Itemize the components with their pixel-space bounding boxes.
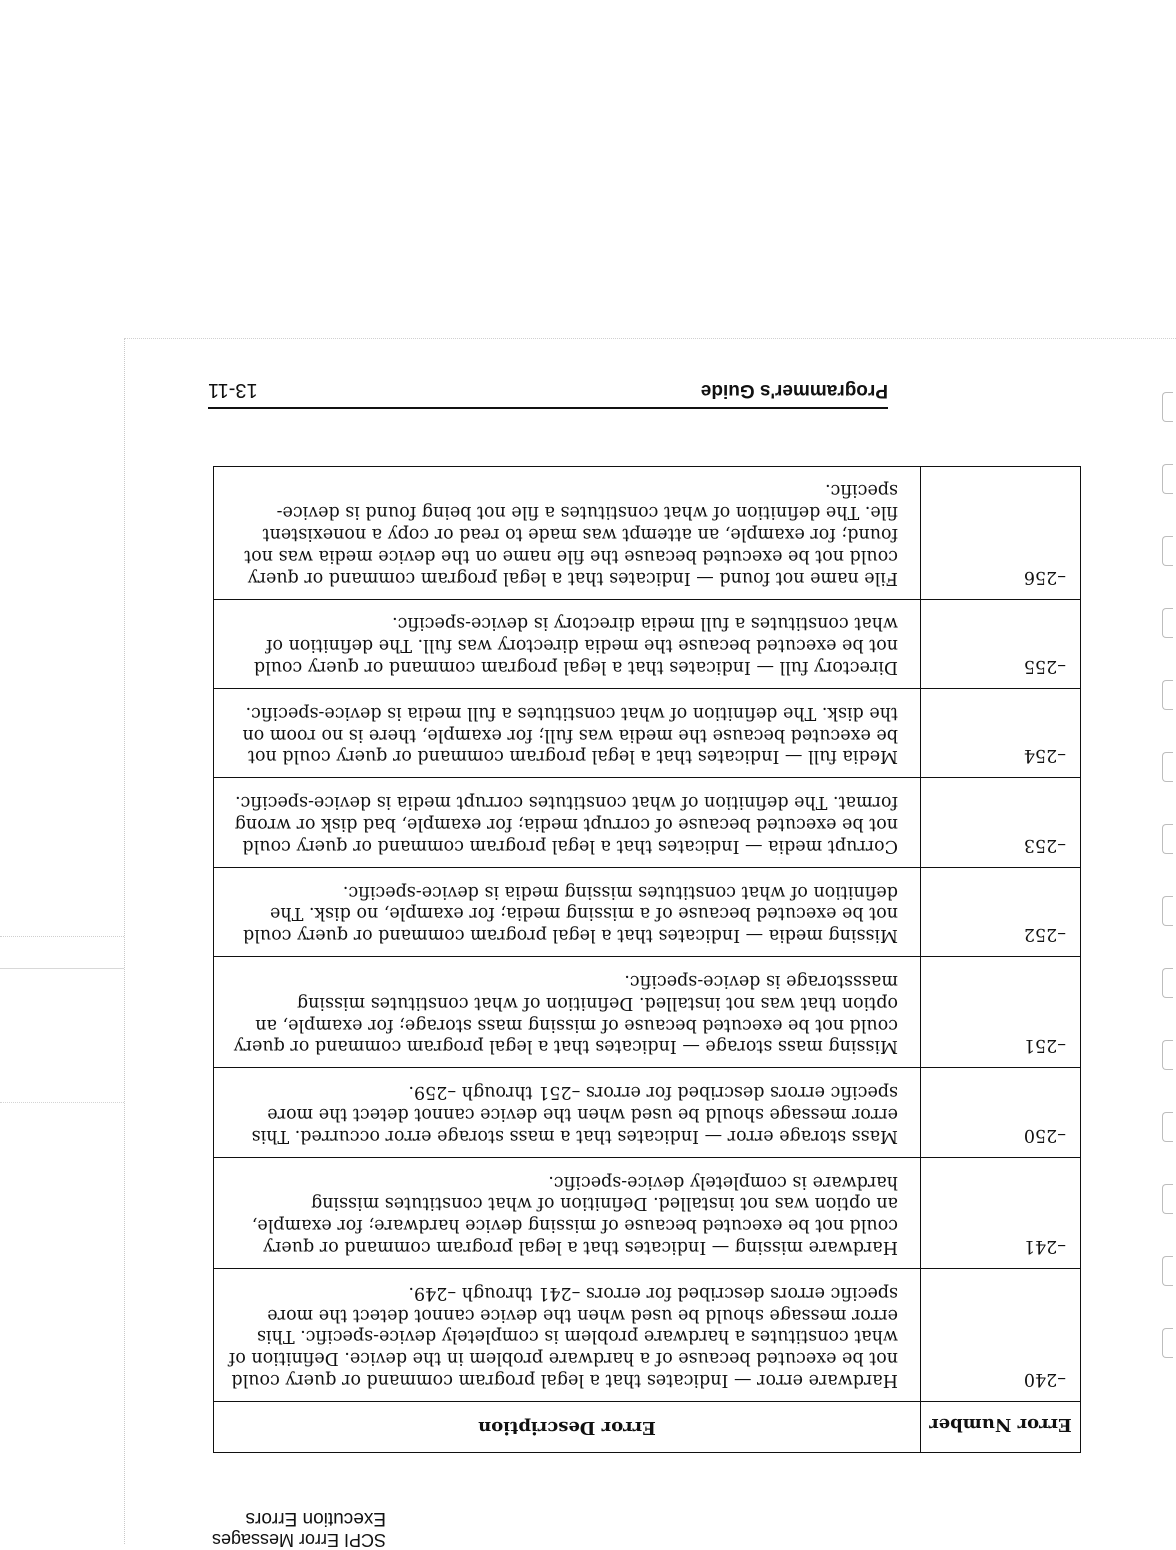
running-header [86, 1508, 386, 1550]
column-header-error-description: Error Description [214, 1402, 921, 1453]
table-row [214, 1269, 1081, 1402]
table-row [214, 1068, 1081, 1157]
table-row [214, 599, 1081, 688]
error-number: –250 [921, 1068, 1081, 1157]
table-row [214, 1157, 1081, 1268]
table-row [214, 867, 1081, 956]
running-footer [208, 379, 888, 409]
error-number: –253 [921, 778, 1081, 867]
footer-guide-title: Programmer's Guide [700, 380, 888, 401]
error-number: –240 [921, 1269, 1081, 1402]
error-description: Media full — Indicates that a legal program command or query could not be executed because the media was full; for example, there is no room on the disk. The definition of what constitutes a full media is device-specific. [214, 689, 921, 778]
error-description: File name not found — Indicates that a legal program command or query could not be executed because the file name on the device media was not found; for example, an attempt was made to read or copy a nonexistent file. The definition of what constitutes a file not being found is device-specific. [214, 466, 921, 599]
table-row [214, 466, 1081, 599]
table-row [214, 778, 1081, 867]
error-description: Missing mass storage — Indicates that a legal program command or query could not be executed because of missing mass storage; for example, an option that was not installed. Definition of what constitutes missing massstorage is device-specific. [214, 957, 921, 1068]
error-number: –255 [921, 599, 1081, 688]
error-number: –252 [921, 867, 1081, 956]
error-table [213, 466, 1081, 1453]
error-description: Missing media — Indicates that a legal program command or query could not be executed because of a missing media; for example, no disk. The definition of what constitutes missing media is device-specific. [214, 867, 921, 956]
column-header-error-number: Error Number [921, 1402, 1081, 1453]
error-number: –256 [921, 466, 1081, 599]
table-row [214, 689, 1081, 778]
error-description: Hardware missing — Indicates that a legal program command or query could not be executed because of missing device hardware; for example, an option was not installed. Definition of what constitutes missing hardware is completely device-specific. [214, 1157, 921, 1268]
error-description: Mass storage error — Indicates that a mass storage error occurred. This error message should be used when the device cannot detect the more specific errors described for errors –251 through –259. [214, 1068, 921, 1157]
error-number: –241 [921, 1157, 1081, 1268]
header-subsection-title: Execution Errors [245, 1508, 386, 1529]
footer-page-number: 13-11 [208, 379, 258, 401]
error-number: –251 [921, 957, 1081, 1068]
error-number: –254 [921, 689, 1081, 778]
table-row [214, 957, 1081, 1068]
table-header-row [214, 1402, 1081, 1453]
error-description: Hardware error — Indicates that a legal program command or query could not be executed because of a hardware problem in the device. Definition of what constitutes a hardware problem is completely device-specific. This error message should be used when the device cannot detect the more specific errors described for errors –241 through –249. [214, 1269, 921, 1402]
header-section-title: SCPI Error Messages [211, 1530, 386, 1550]
error-description: Corrupt media — Indicates that a legal program command or query could not be executed because of corrupt media; for example, bad disk or wrong format. The definition of what constitutes corrupt media is device-specific. [214, 778, 921, 867]
error-description: Directory full — Indicates that a legal program command or query could not be executed because the media directory was full. The definition of what constitutes a full media directory is device-specific. [214, 599, 921, 688]
